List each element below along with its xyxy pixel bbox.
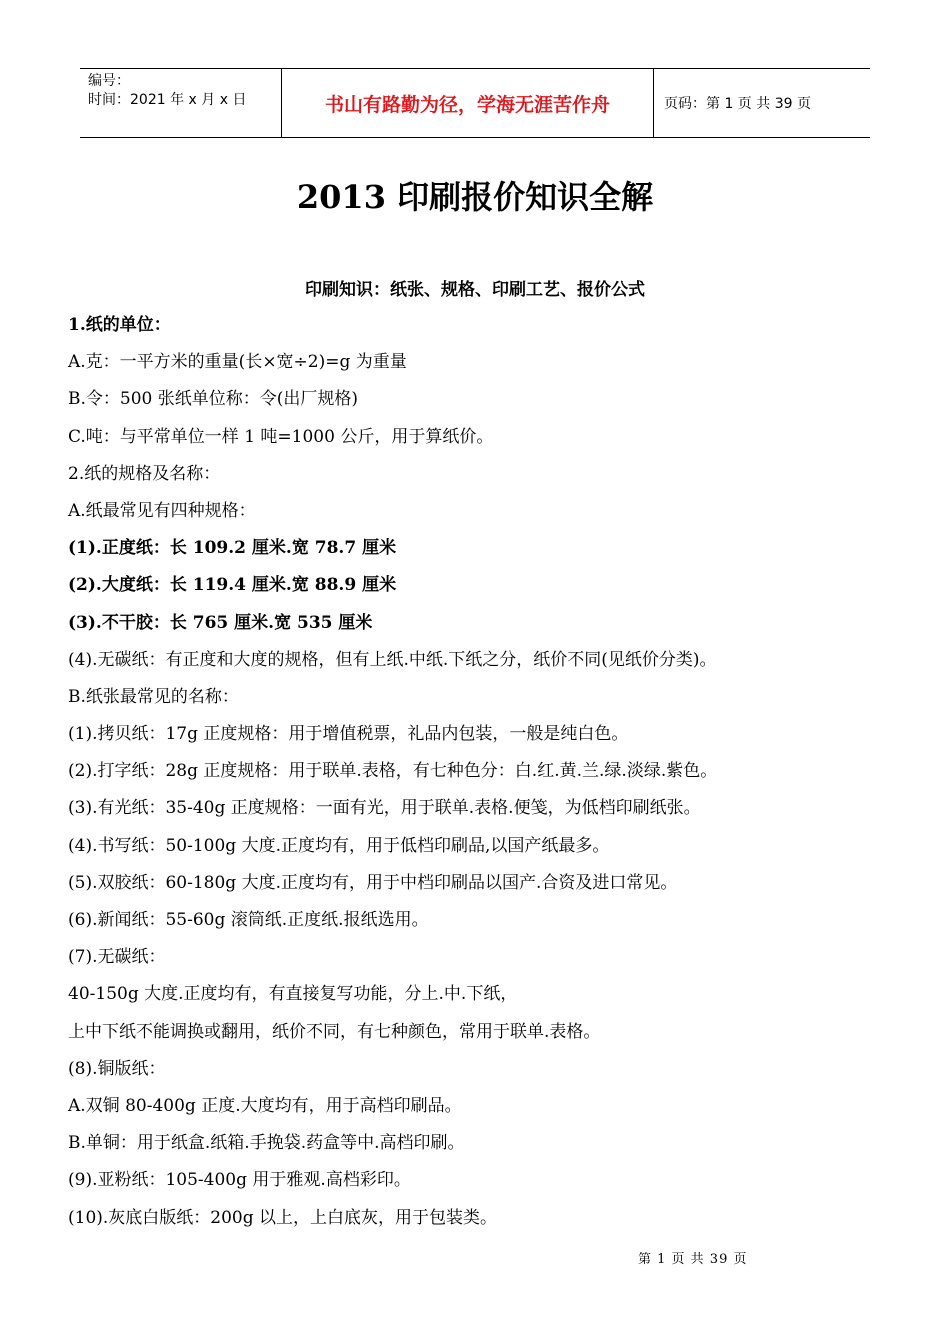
body-line: B.纸张最常见的名称： <box>68 686 239 707</box>
body-line: B.单铜：用于纸盒.纸箱.手挽袋.药盒等中.高档印刷。 <box>68 1133 465 1154</box>
body-line: (1).正度纸：长 109.2 厘米.宽 78.7 厘米 <box>68 538 397 559</box>
document-title: 2013 印刷报价知识全解 <box>296 178 654 216</box>
body-line: B.令：500 张纸单位称：令(出厂规格) <box>68 389 359 410</box>
body-line: (5).双胶纸：60-180g 大度.正度均有，用于中档印刷品以国产.合资及进口常见。 <box>68 872 678 893</box>
body-line: C.吨：与平常单位一样 1 吨=1000 公斤，用于算纸价。 <box>68 426 494 447</box>
time-label: 时间：2021 年 x 月 x 日 <box>88 92 247 108</box>
page-footer: 第 1 页 共 39 页 <box>638 1252 748 1267</box>
body-line: A.克：一平方米的重量(长×宽÷2)=g 为重量 <box>68 352 407 373</box>
body-line: A.纸最常见有四种规格： <box>68 500 256 521</box>
body-line: (2).打字纸：28g 正度规格：用于联单.表格，有七种色分：白.红.黄.兰.绿.淡绿.紫色。 <box>68 761 718 782</box>
body-line: (8).铜版纸： <box>68 1058 166 1079</box>
body-line: (4).无碳纸：有正度和大度的规格，但有上纸.中纸.下纸之分，纸价不同(见纸价分类)。 <box>68 649 717 670</box>
body-line: (3).有光纸：35-40g 正度规格：一面有光，用于联单.表格.便笺，为低档印刷纸张。 <box>68 798 701 819</box>
body-line: (6).新闻纸：55-60g 滚筒纸.正度纸.报纸选用。 <box>68 910 429 930</box>
body-line: 40-150g 大度.正度均有，有直接复写功能，分上.中.下纸， <box>68 984 518 1005</box>
body-line: (10).灰底白版纸：200g 以上，上白底灰，用于包装类。 <box>68 1207 498 1228</box>
header-motto: 书山有路勤为径，学海无涯苦作舟 <box>282 69 654 137</box>
document-body <box>68 307 888 1237</box>
body-line: 上中下纸不能调换或翻用，纸价不同，有七种颜色，常用于联单.表格。 <box>68 1021 601 1042</box>
body-line: (4).书写纸：50-100g 大度.正度均有，用于低档印刷品,以国产纸最多。 <box>68 835 610 856</box>
body-line: 1.纸的单位： <box>68 315 171 335</box>
page-header <box>80 68 870 138</box>
body-line: (7).无碳纸： <box>68 947 166 968</box>
body-line: (2).大度纸：长 119.4 厘米.宽 88.9 厘米 <box>68 575 397 596</box>
header-meta <box>80 69 282 137</box>
body-line: (9).亚粉纸：105-400g 用于雅观.高档彩印。 <box>68 1170 411 1191</box>
header-page-info: 页码：第 1 页 共 39 页 <box>664 96 811 112</box>
number-label: 编号： <box>88 73 130 89</box>
body-line: (1).拷贝纸：17g 正度规格：用于增值税票，礼品内包装，一般是纯白色。 <box>68 724 629 745</box>
document-subtitle: 印刷知识：纸张、规格、印刷工艺、报价公式 <box>305 280 645 300</box>
body-line: (3).不干胶：长 765 厘米.宽 535 厘米 <box>68 612 373 633</box>
body-line: 2.纸的规格及名称： <box>68 463 221 484</box>
body-line: A.双铜 80-400g 正度.大度均有，用于高档印刷品。 <box>68 1095 462 1116</box>
